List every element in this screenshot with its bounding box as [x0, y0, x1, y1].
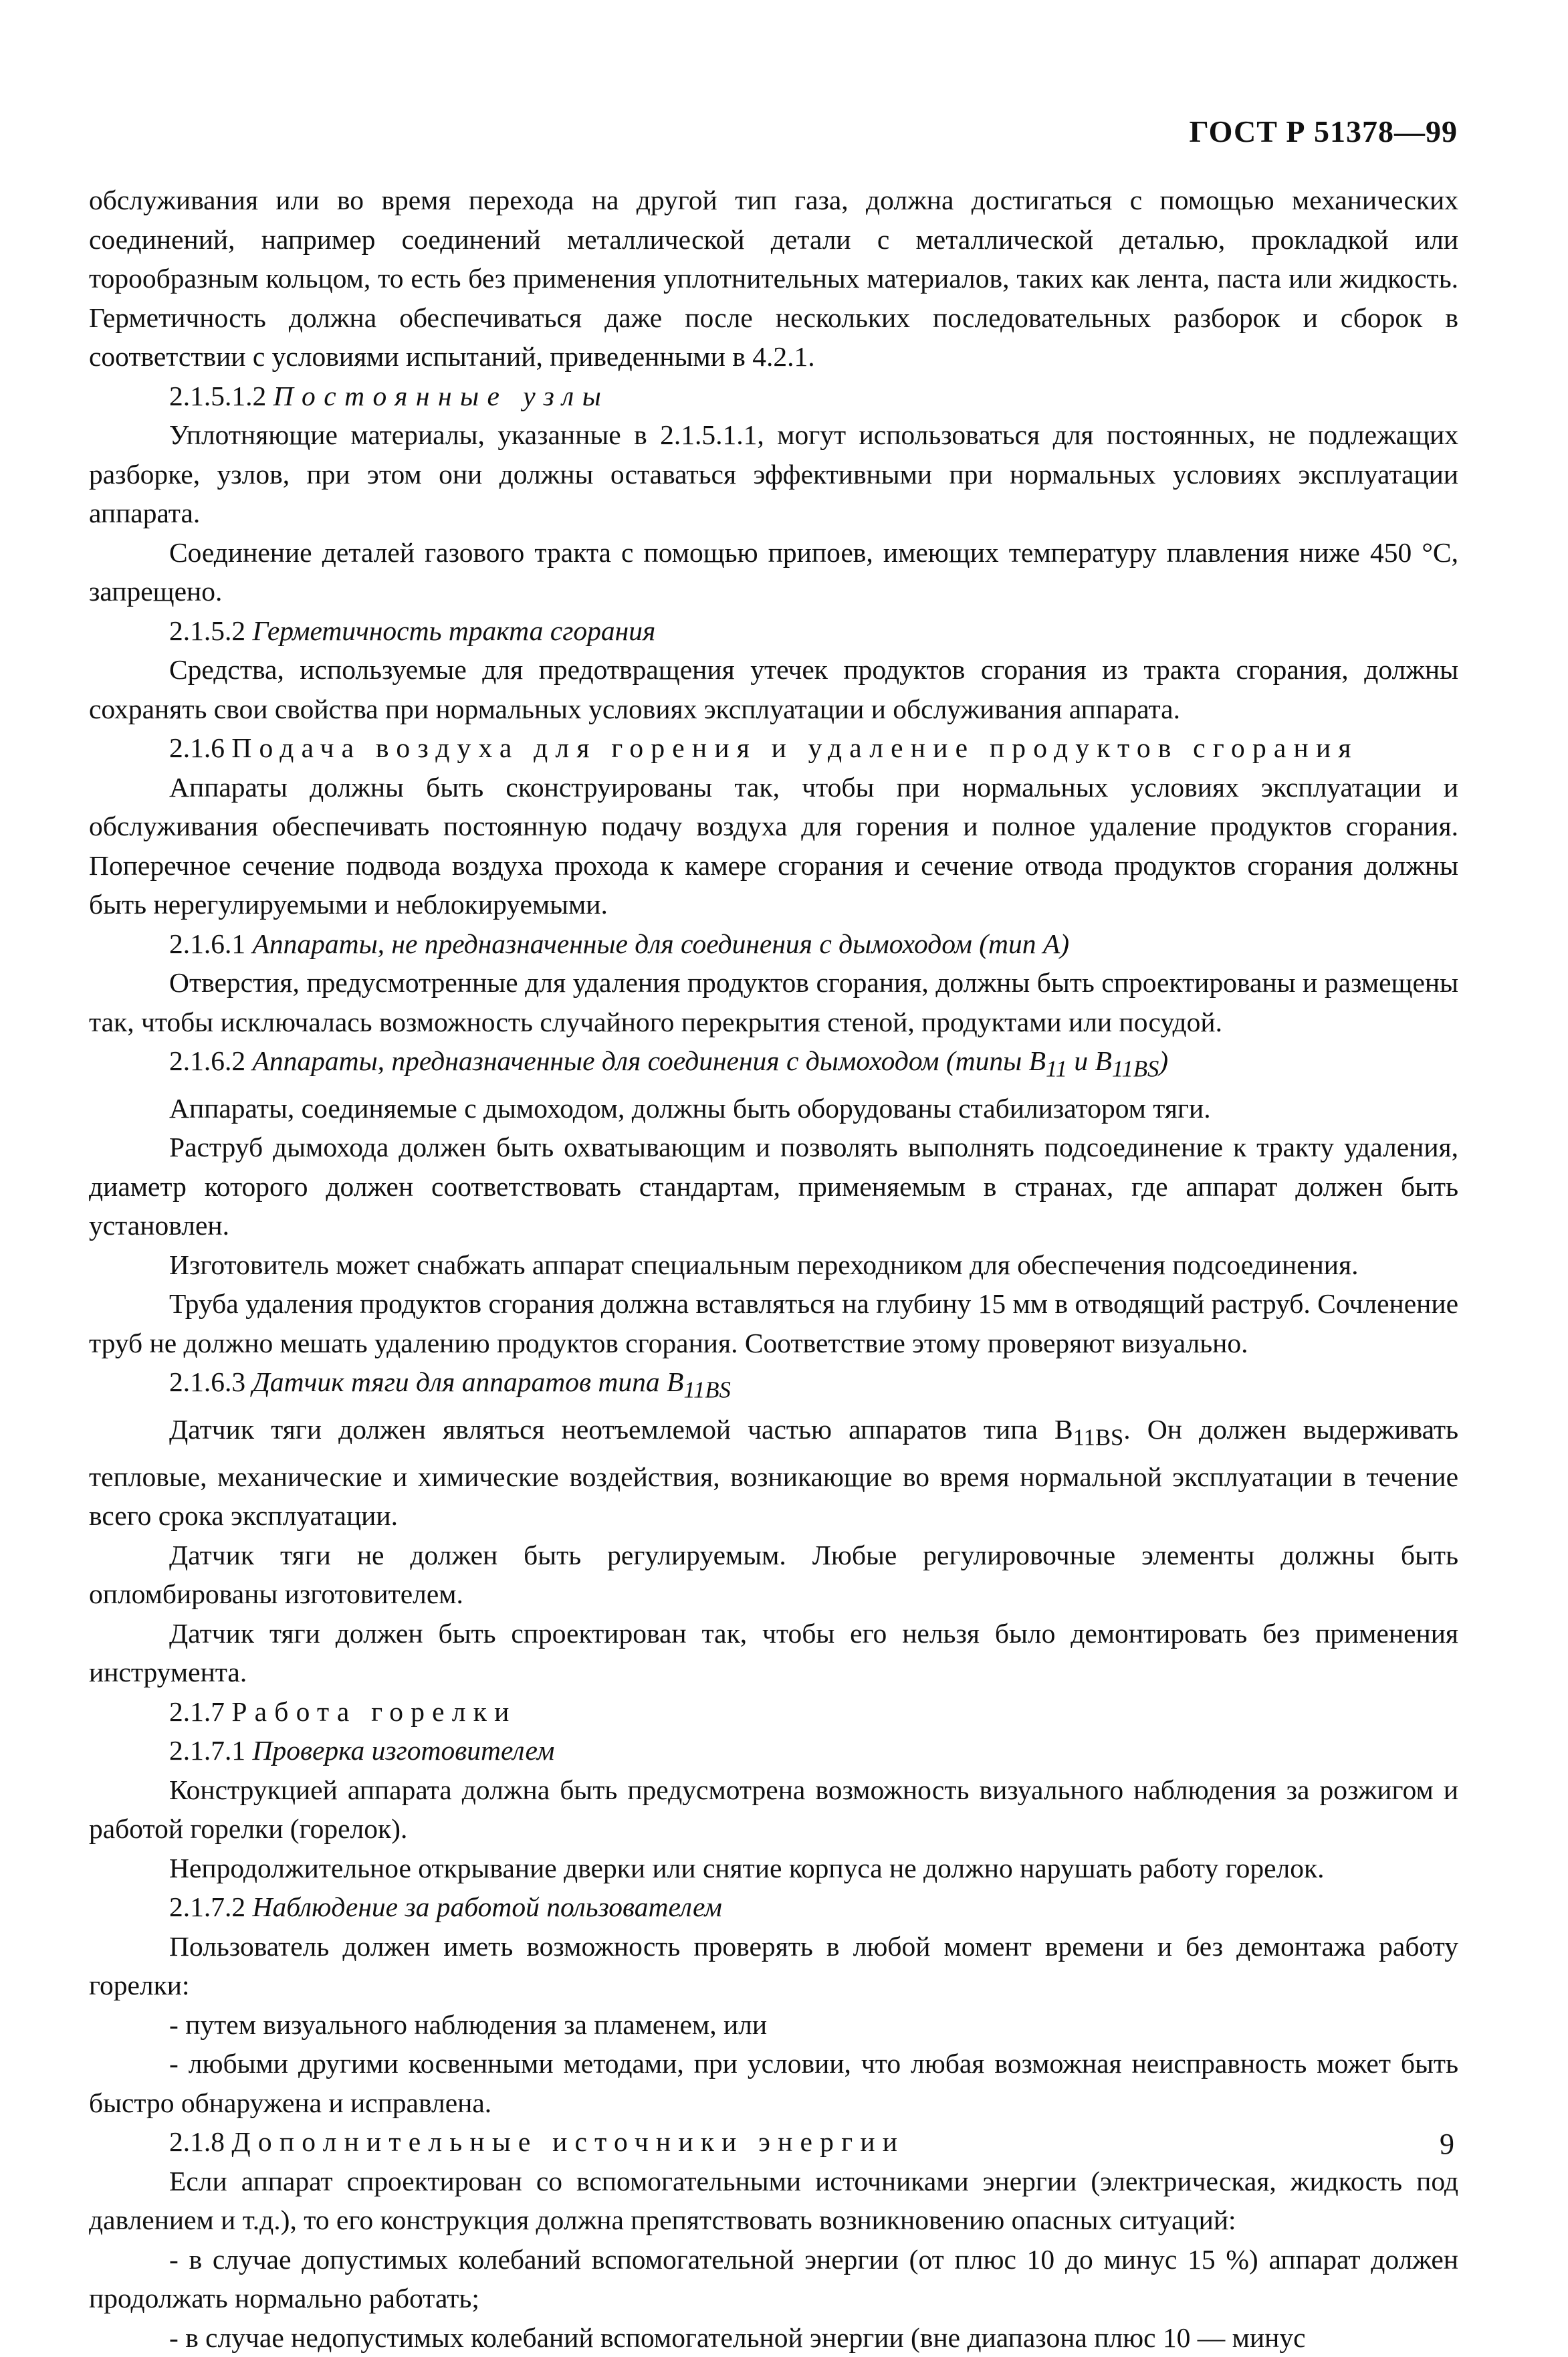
section-title: Аппараты, не предназначенные для соединения с дымоходом (тип А) [252, 928, 1070, 959]
list-item: - любыми другими косвенными методами, при условии, что любая возможная неисправность может быть быстро обнаружена и исправлена. [89, 2048, 1458, 2118]
section-number: 2.1.8 [169, 2126, 225, 2158]
section-heading [89, 2122, 1458, 2162]
paragraph: Датчик тяги должен являться неотъемлемой частью аппаратов типа $B_{11BS}$. Он должен выдерживать тепловые, механические и химические воздействия, возникающие во время нормальной эксплуатации в течение всего срока эксплуатации. [89, 1414, 1459, 1532]
paragraph: Средства, используемые для предотвращения утечек продуктов сгорания из тракта сгорания, должны сохранять свои свойства при нормальных условиях эксплуатации и обслуживания аппарата. [89, 654, 1458, 724]
paragraph: Соединение деталей газового тракта с помощью припоев, имеющих температуру плавления ниже 450 °С, запрещено. [89, 536, 1458, 607]
subsection-heading [89, 1362, 1458, 1410]
paragraph: Непродолжительное открывание дверки или снятие корпуса не должно нарушать работу горелок. [169, 1852, 1325, 1883]
list-item: - в случае допустимых колебаний вспомогательной энергии (от плюс 10 до минус 15 %) аппарат должен продолжать нормально работать; [89, 2243, 1458, 2314]
subsection-heading [89, 1887, 1458, 1927]
section-number: 2.1.5.1.2 [169, 380, 267, 411]
section-number: 2.1.5.2 [169, 615, 246, 646]
page-body [89, 181, 1458, 2357]
list-item: - в случае недопустимых колебаний вспомогательной энергии (вне диапазона плюс 10 — минус [169, 2322, 1306, 2353]
section-number: 2.1.7.1 [169, 1735, 246, 1766]
section-title: Герметичность тракта сгорания [252, 615, 656, 646]
subsection-heading [89, 611, 1458, 651]
section-title: Аппараты, предназначенные для соединения с дымоходом (типы $B_{11}$ и $B_{11BS}$) [252, 1045, 1169, 1082]
page-header: ГОСТ Р 51378—99 [1189, 114, 1458, 148]
section-title: Дополнительные источники энергии [231, 2126, 905, 2158]
section-heading [89, 1692, 1458, 1732]
paragraph: Если аппарат спроектирован со вспомогательными источниками энергии (электрическая, жидкость под давлением и т.д.), то его конструкция должна препятствовать возникновению опасных ситуаций: [89, 2165, 1458, 2236]
paragraph: Отверстия, предусмотренные для удаления продуктов сгорания, должны быть спроектированы и размещены так, чтобы исключалась возможность случайного перекрытия стеной, продуктами или посудой. [89, 967, 1458, 1037]
section-title: Подача воздуха для горения и удаление продуктов сгорания [231, 732, 1359, 763]
section-number: 2.1.7.2 [169, 1891, 246, 1923]
section-number: 2.1.7 [169, 1696, 225, 1727]
subsection-heading [89, 1731, 1458, 1770]
section-number: 2.1.6 [169, 732, 225, 763]
section-number: 2.1.6.3 [169, 1366, 246, 1398]
section-title: Работа горелки [231, 1696, 517, 1727]
paragraph: обслуживания или во время перехода на другой тип газа, должна достигаться с помощью механических соединений, например соединений металлической детали с металлической деталью, прокладкой или торообразным кольцом, то есть без применения уплотнительных материалов, таких как лента, паста или жидкость. Герметичность должна обеспечиваться даже после нескольких последовательных разборок и сборок в соответствии с условиями испытаний, приведенными в 4.2.1. [89, 185, 1458, 372]
paragraph: Конструкцией аппарата должна быть предусмотрена возможность визуального наблюдения за розжигом и работой горелки (горелок). [89, 1774, 1458, 1845]
page-number: 9 [1440, 2128, 1454, 2160]
paragraph: Изготовитель может снабжать аппарат специальным переходником для обеспечения подсоединения. [169, 1249, 1359, 1280]
section-title: Наблюдение за работой пользователем [252, 1891, 722, 1923]
paragraph: Уплотняющие материалы, указанные в 2.1.5.1.1, могут использоваться для постоянных, не подлежащих разборке, узлов, при этом они должны оставаться эффективными при нормальных условиях эксплуатации аппарата. [89, 419, 1458, 528]
paragraph: Датчик тяги должен быть спроектирован так, чтобы его нельзя было демонтировать без применения инструмента. [89, 1617, 1458, 1688]
paragraph: Датчик тяги не должен быть регулируемым. Любые регулировочные элементы должны быть опломбированы изготовителем. [89, 1539, 1458, 1610]
section-title: Постоянные узлы [273, 380, 610, 411]
section-number: 2.1.6.2 [169, 1045, 246, 1076]
paragraph: Раструб дымохода должен быть охватывающим и позволять выполнять подсоединение к тракту удаления, диаметр которого должен соответствовать стандартам, применяемым в странах, где аппарат должен быть установлен. [89, 1132, 1458, 1241]
list-item: - путем визуального наблюдения за пламенем, или [169, 2009, 768, 2040]
section-title: Датчик тяги для аппаратов типа $B_{11BS}$ [252, 1366, 731, 1403]
section-title: Проверка изготовителем [252, 1735, 555, 1766]
subsection-heading [89, 924, 1458, 964]
paragraph: Пользователь должен иметь возможность проверять в любой момент времени и без демонтажа работу горелки: [89, 1930, 1458, 2001]
paragraph: Аппараты, соединяемые с дымоходом, должны быть оборудованы стабилизатором тяги. [169, 1092, 1211, 1124]
section-heading [89, 728, 1458, 768]
subsection-heading [89, 377, 1458, 416]
paragraph: Аппараты должны быть сконструированы так, чтобы при нормальных условиях эксплуатации и обслуживания обеспечивать постоянную подачу воздуха для горения и полное удаление продуктов сгорания. Поперечное сечение подвода воздуха прохода к камере сгорания и сечение отвода продуктов сгорания должны быть нерегулируемыми и неблокируемыми. [89, 771, 1458, 920]
paragraph: Труба удаления продуктов сгорания должна вставляться на глубину 15 мм в отводящий раструб. Сочленение труб не должно мешать удалению продуктов сгорания. Соответствие этому проверяют визуально. [89, 1288, 1458, 1358]
section-number: 2.1.6.1 [169, 928, 246, 959]
subsection-heading [89, 1041, 1458, 1089]
